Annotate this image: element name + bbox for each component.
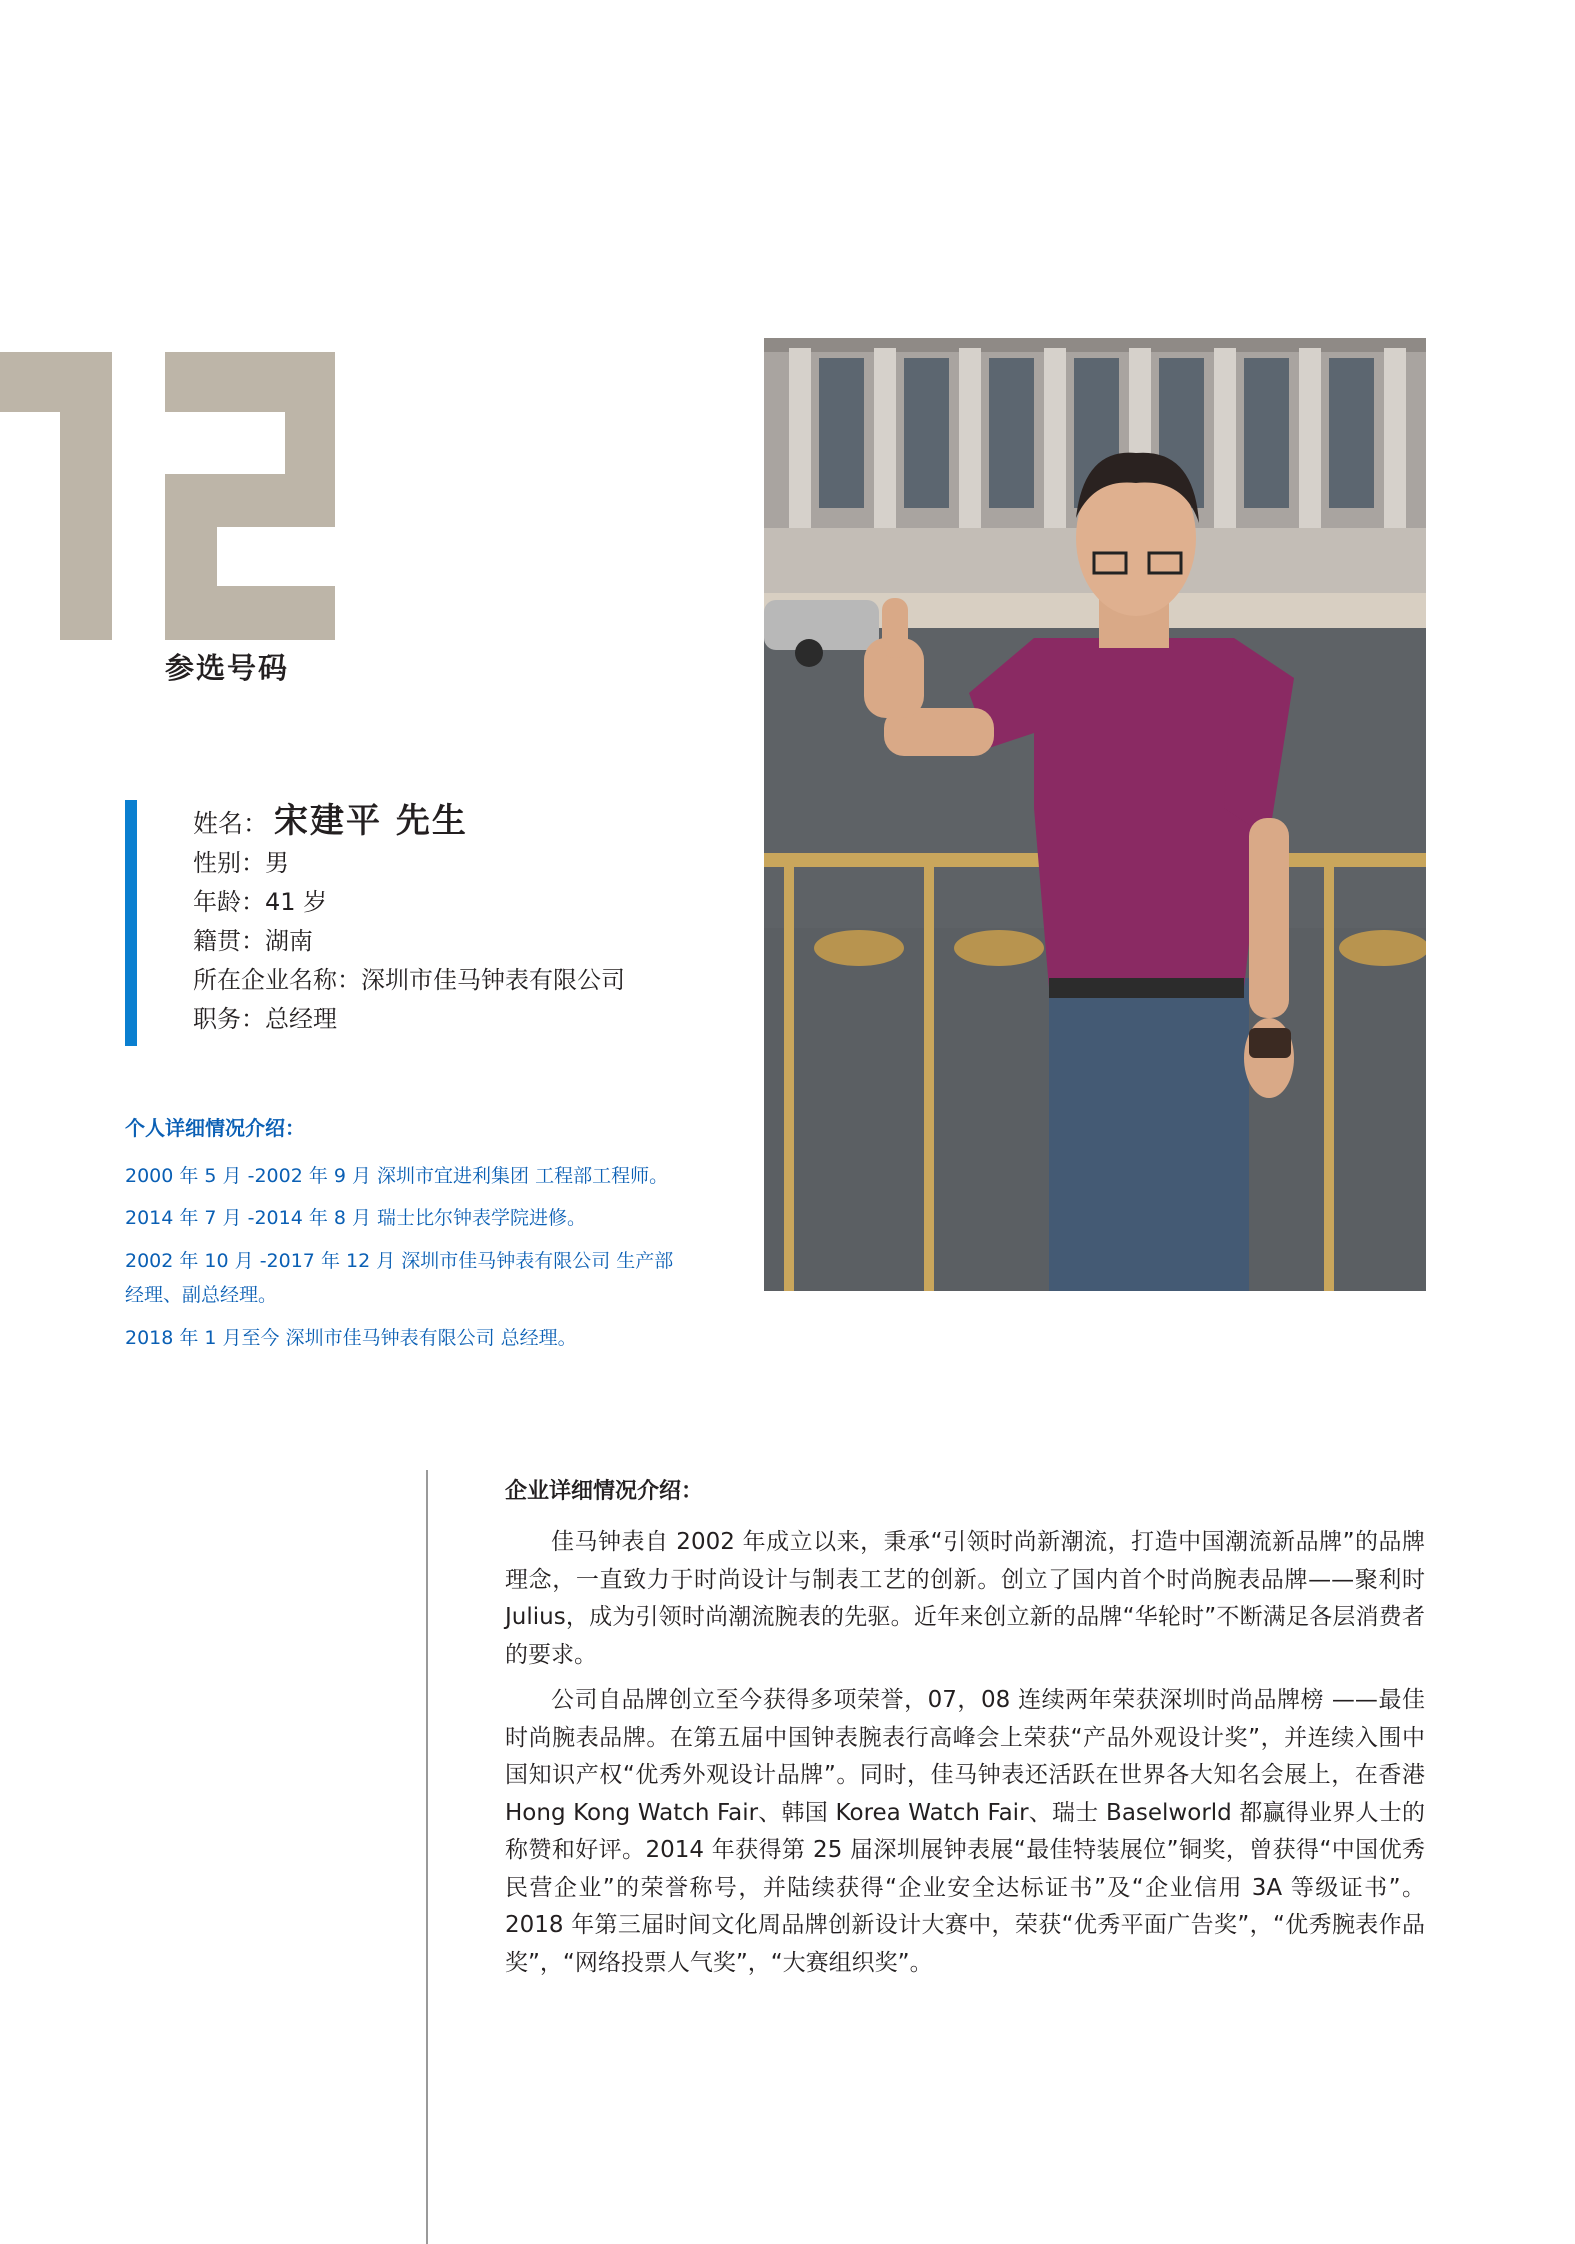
career-item: 2002 年 10 月 -2017 年 12 月 深圳市佳马钟表有限公司 生产部经理、副总经理。 [125, 1250, 674, 1306]
age-row: 年龄：41 岁 [193, 888, 328, 916]
company-paragraph: 公司自品牌创立至今获得多项荣誉，07，08 连续两年荣获深圳时尚品牌榜 ——最佳时尚腕表品牌。在第五届中国钟表腕表行高峰会上荣获“产品外观设计奖”，并连续入围中国知识产权“优秀外观设计品牌”。同时，佳马钟表还活跃在世界各大知名会展上，在香港 Hong Kong Watch Fair、韩国 Korea Watch Fair、瑞士 Baselworld 都赢得业界人士的称赞和好评。2014 年获得第 25 届深圳展钟表展“最佳特装展位”铜奖，曾获得“中国优秀民营企业”的荣誉称号，并陆续获得“企业安全达标证书”及“企业信用 3A 等级证书”。2018 年第三届时间文化周品牌创新设计大赛中，荣获“优秀平面广告奖”，“优秀腕表作品奖”，“网络投票人气奖”，“大赛组织奖”。 [505, 1687, 1425, 1976]
name-row [193, 798, 625, 844]
name-label: 姓名： [193, 809, 269, 838]
personal-detail-title: 个人详细情况介绍： [125, 1116, 305, 1140]
company-name-row: 所在企业名称：深圳市佳马钟表有限公司 [193, 966, 625, 994]
portrait-photo-illustration [764, 338, 1426, 1291]
career-item: 2000 年 5 月 -2002 年 9 月 深圳市宜进利集团 工程部工程师。 [125, 1165, 669, 1187]
candidate-number-caption: 参选号码 [165, 651, 290, 685]
basic-info-list [193, 798, 625, 1039]
portrait-photo [764, 338, 1426, 1291]
position-row: 职务：总经理 [193, 1005, 337, 1033]
career-item: 2018 年 1 月至今 深圳市佳马钟表有限公司 总经理。 [125, 1327, 577, 1349]
career-item: 2014 年 7 月 -2014 年 8 月 瑞士比尔钟表学院进修。 [125, 1207, 587, 1229]
career-list [125, 1160, 685, 1364]
company-detail-body [505, 1524, 1425, 1990]
company-paragraph: 佳马钟表自 2002 年成立以来，秉承“引领时尚新潮流，打造中国潮流新品牌”的品牌理念，一直致力于时尚设计与制表工艺的创新。创立了国内首个时尚腕表品牌——聚利时 Julius，成为引领时尚潮流腕表的先驱。近年来创立新的品牌“华轮时”不断满足各层消费者的要求。 [505, 1529, 1425, 1668]
vertical-divider [426, 1470, 428, 2244]
name-value: 宋建平 先生 [274, 801, 468, 841]
info-accent-bar [125, 800, 137, 1046]
candidate-number-graphic [0, 352, 340, 642]
gender-row: 性别：男 [193, 849, 289, 877]
company-detail-title: 企业详细情况介绍： [505, 1479, 704, 1504]
number-12-glyph [0, 352, 340, 642]
native-place-row: 籍贯：湖南 [193, 927, 313, 955]
